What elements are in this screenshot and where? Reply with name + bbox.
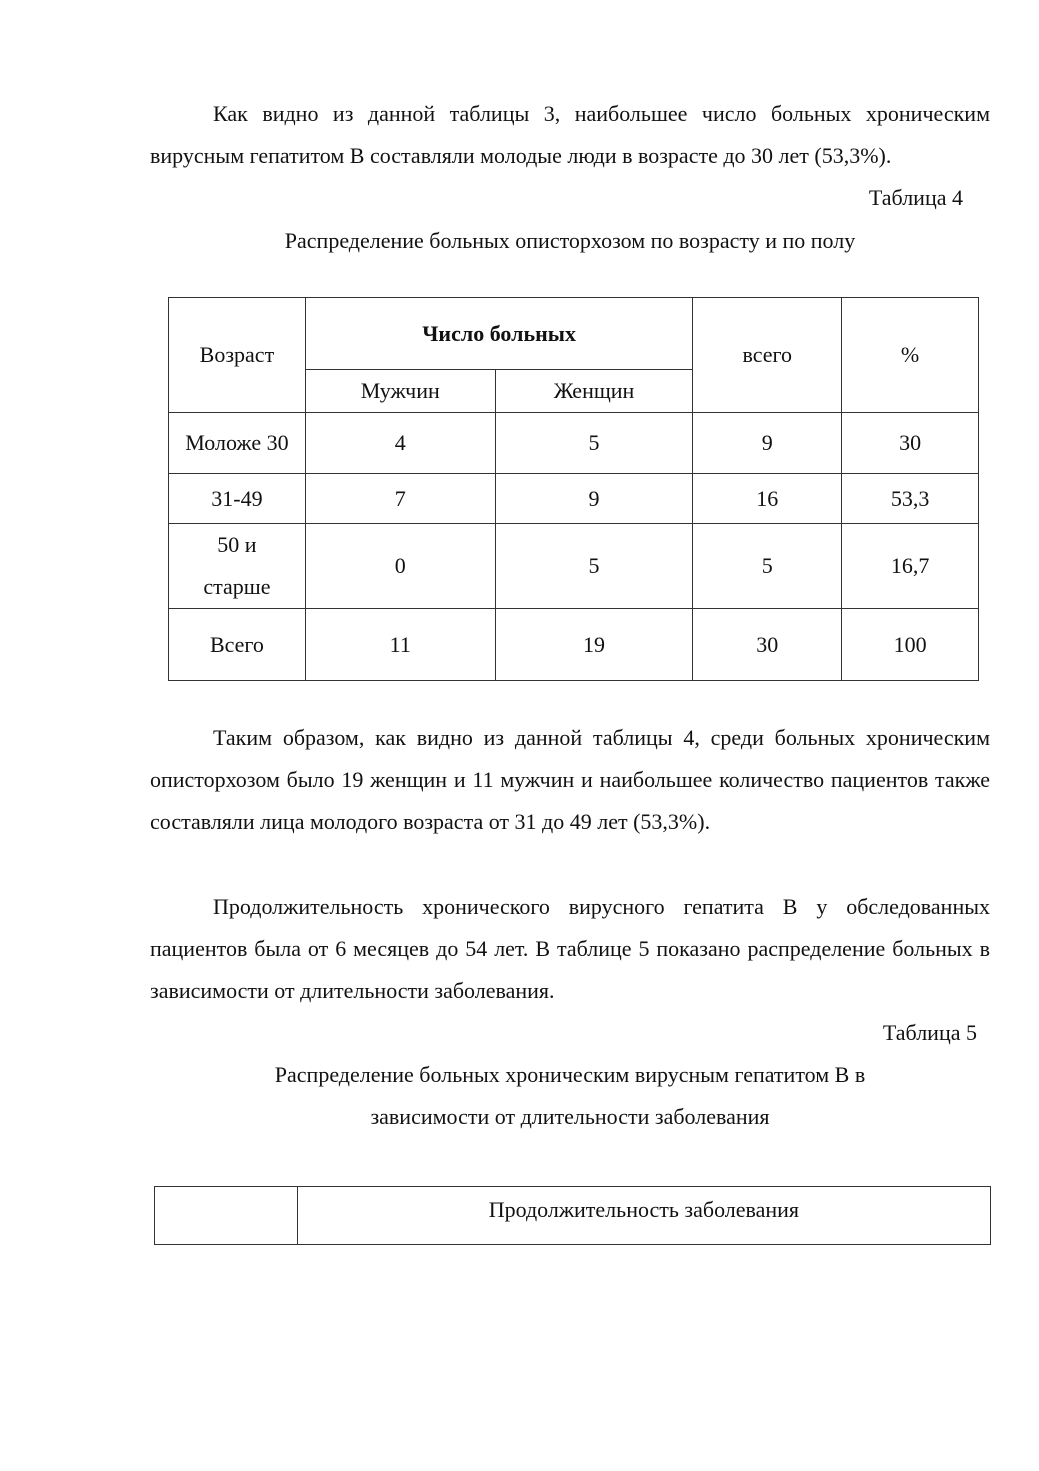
header-total: всего bbox=[693, 298, 842, 413]
cell-percent: 53,3 bbox=[842, 474, 979, 524]
table4-header-row bbox=[169, 298, 979, 370]
cell-total: 30 bbox=[693, 609, 842, 681]
header-men: Мужчин bbox=[305, 370, 495, 413]
cell-age-line2: старше bbox=[203, 574, 271, 599]
header-women: Женщин bbox=[495, 370, 693, 413]
table5-empty-cell bbox=[155, 1187, 298, 1245]
table4 bbox=[168, 297, 979, 681]
cell-men: 7 bbox=[305, 474, 495, 524]
table5 bbox=[154, 1186, 991, 1245]
cell-women: 5 bbox=[495, 413, 693, 474]
cell-age: 31-49 bbox=[169, 474, 306, 524]
header-patients: Число больных bbox=[305, 298, 693, 370]
cell-age: Моложе 30 bbox=[169, 413, 306, 474]
header-duration: Продолжительность заболевания bbox=[297, 1187, 990, 1245]
table-row bbox=[169, 474, 979, 524]
cell-men: 0 bbox=[305, 524, 495, 609]
paragraph-intro: Как видно из данной таблицы 3, наибольшее число больных хроническим вирусным гепатитом В составляли молодые люди в возрасте до 30 лет (53,3%). bbox=[150, 101, 990, 168]
header-percent: % bbox=[842, 298, 979, 413]
header-age: Возраст bbox=[169, 298, 306, 413]
cell-percent: 100 bbox=[842, 609, 979, 681]
table-row bbox=[169, 413, 979, 474]
table5-header-row bbox=[155, 1187, 991, 1245]
table-row bbox=[169, 609, 979, 681]
paragraph-conclusion: Таким образом, как видно из данной таблицы 4, среди больных хроническим описторхозом было 19 женщин и 11 мужчин и наибольшее количество пациентов также составляли лица молодого возраста от 31 до 49 лет (53,3%). bbox=[150, 725, 990, 834]
cell-men: 11 bbox=[305, 609, 495, 681]
cell-percent: 30 bbox=[842, 413, 979, 474]
cell-women: 9 bbox=[495, 474, 693, 524]
cell-men: 4 bbox=[305, 413, 495, 474]
cell-women: 19 bbox=[495, 609, 693, 681]
cell-age: Всего bbox=[169, 609, 306, 681]
table5-title-line1: Распределение больных хроническим вирусным гепатитом В в bbox=[274, 1062, 866, 1087]
cell-total: 16 bbox=[693, 474, 842, 524]
cell-women: 5 bbox=[495, 524, 693, 609]
paragraph-duration: Продолжительность хронического вирусного гепатита В у обследованных пациентов была от 6 месяцев до 54 лет. В таблице 5 показано распределение больных в зависимости от длительности заболевания. bbox=[150, 894, 990, 1003]
table4-title: Распределение больных описторхозом по возрасту и по полу bbox=[284, 228, 856, 253]
table-row bbox=[169, 524, 979, 609]
cell-total: 9 bbox=[693, 413, 842, 474]
cell-age-line1: 50 и bbox=[217, 532, 257, 557]
cell-age bbox=[169, 524, 306, 609]
table5-title-line2: зависимости от длительности заболевания bbox=[370, 1104, 770, 1129]
table4-label: Таблица 4 bbox=[868, 185, 963, 210]
cell-percent: 16,7 bbox=[842, 524, 979, 609]
table5-label: Таблица 5 bbox=[882, 1020, 977, 1045]
cell-total: 5 bbox=[693, 524, 842, 609]
